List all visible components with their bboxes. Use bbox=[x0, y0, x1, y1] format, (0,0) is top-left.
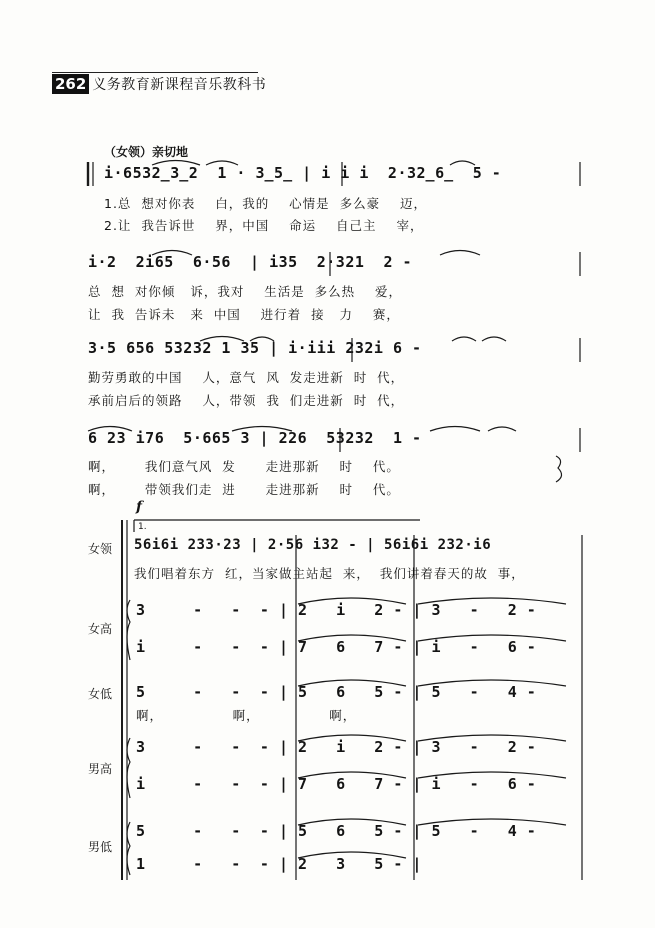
slur bbox=[418, 772, 566, 778]
part-label-female-high: 女高 bbox=[88, 622, 113, 636]
slur bbox=[298, 735, 406, 741]
page-number: 262 bbox=[52, 74, 89, 94]
part-label-female-low: 女低 bbox=[88, 687, 113, 701]
slur bbox=[88, 427, 132, 432]
slur bbox=[152, 251, 192, 256]
part-label-lead: 女领 bbox=[88, 542, 113, 556]
female-high-lower: i - - - | 7 6 7 - | i - 6 - bbox=[136, 638, 537, 656]
system-4-lyrics-2: 啊， 带领我们走 进 走进那新 时 代。 bbox=[88, 482, 400, 497]
book-title: 义务教育新课程音乐教科书 bbox=[92, 77, 267, 93]
system-3-lyrics-1: 勤劳勇敢的中国 人，意气 风 发走进新 时 代， bbox=[88, 370, 405, 385]
slur bbox=[200, 337, 244, 342]
verse-brace bbox=[556, 456, 562, 482]
slur bbox=[298, 598, 406, 604]
female-low-lyrics: 啊， 啊， 啊， bbox=[136, 708, 357, 723]
part-label-male-low: 男低 bbox=[88, 840, 113, 854]
slur bbox=[430, 427, 480, 432]
female-low-notes: 5 - - - | 5 6 5 - | 5 - 4 - bbox=[136, 683, 537, 701]
system-3-notes: 3·5 656 53232 1 35 | i·iii 232i 6 - bbox=[88, 339, 422, 357]
system-2-notes: i·2 2i65 6·56 | i35 2·321 2 - bbox=[88, 253, 413, 271]
slur bbox=[482, 337, 506, 341]
male-high-upper: 3 - - - | 2 i 2 - | 3 - 2 - bbox=[136, 738, 537, 756]
slur bbox=[152, 161, 200, 166]
system-3-lyrics-2: 承前启后的领路 人，带领 我 们走进新 时 代， bbox=[88, 393, 405, 408]
slur bbox=[450, 161, 475, 165]
slur bbox=[250, 337, 274, 341]
slur bbox=[488, 427, 516, 431]
system-2-lyrics-2: 让 我 告诉未 来 中国 进行着 接 力 赛， bbox=[88, 307, 400, 322]
slur bbox=[418, 598, 566, 604]
slur bbox=[232, 427, 292, 432]
male-low-lower: 1 - - - | 2 3 5 - | bbox=[136, 855, 422, 873]
system-1-lyrics-1: 1.总 想对你表 白，我的 心情是 多么豪 迈， bbox=[104, 196, 428, 211]
slur bbox=[440, 251, 480, 256]
slur bbox=[418, 735, 566, 741]
male-low-upper: 5 - - - | 5 6 5 - | 5 - 4 - bbox=[136, 822, 537, 840]
slur bbox=[298, 819, 406, 825]
system-1-lyrics-2: 2.让 我告诉世 界，中国 命运 自己主 宰， bbox=[104, 218, 424, 233]
male-high-lower: i - - - | 7 6 7 - | i - 6 - bbox=[136, 775, 537, 793]
slur bbox=[298, 772, 406, 778]
slur bbox=[298, 680, 406, 686]
slur bbox=[298, 635, 406, 641]
lead-lyrics: 我们唱着东方 红，当家做主站起 来， 我们讲着春天的故 事， bbox=[134, 566, 525, 581]
slur bbox=[418, 680, 566, 686]
dynamic-forte: f bbox=[136, 499, 143, 515]
female-high-upper: 3 - - - | 2 i 2 - | 3 - 2 - bbox=[136, 601, 537, 619]
slur bbox=[452, 337, 476, 341]
slur bbox=[418, 635, 566, 641]
system-4-notes: 6 23 i76 5·665 3 | 226 53232 1 - bbox=[88, 429, 422, 447]
slur bbox=[206, 161, 238, 165]
part-label-male-high: 男高 bbox=[88, 762, 113, 776]
slur bbox=[418, 819, 566, 825]
system-1-notes: i·6532̲3̲2 1 · 3̲5̲ | i i i 2·32̲6̲ 5 - bbox=[104, 164, 502, 182]
slur bbox=[298, 852, 406, 858]
tempo-mark: （女领）亲切地 bbox=[104, 145, 189, 159]
system-2-lyrics-1: 总 想 对你倾 诉，我对 生活是 多么热 爱， bbox=[88, 284, 403, 299]
lead-notes: 56i6i 233·23 | 2·56 i32 - | 56i6i 232·i6 bbox=[134, 537, 492, 553]
system-4-lyrics-1: 啊， 我们意气风 发 走进那新 时 代。 bbox=[88, 459, 400, 474]
volta-label: 1. bbox=[138, 522, 147, 532]
